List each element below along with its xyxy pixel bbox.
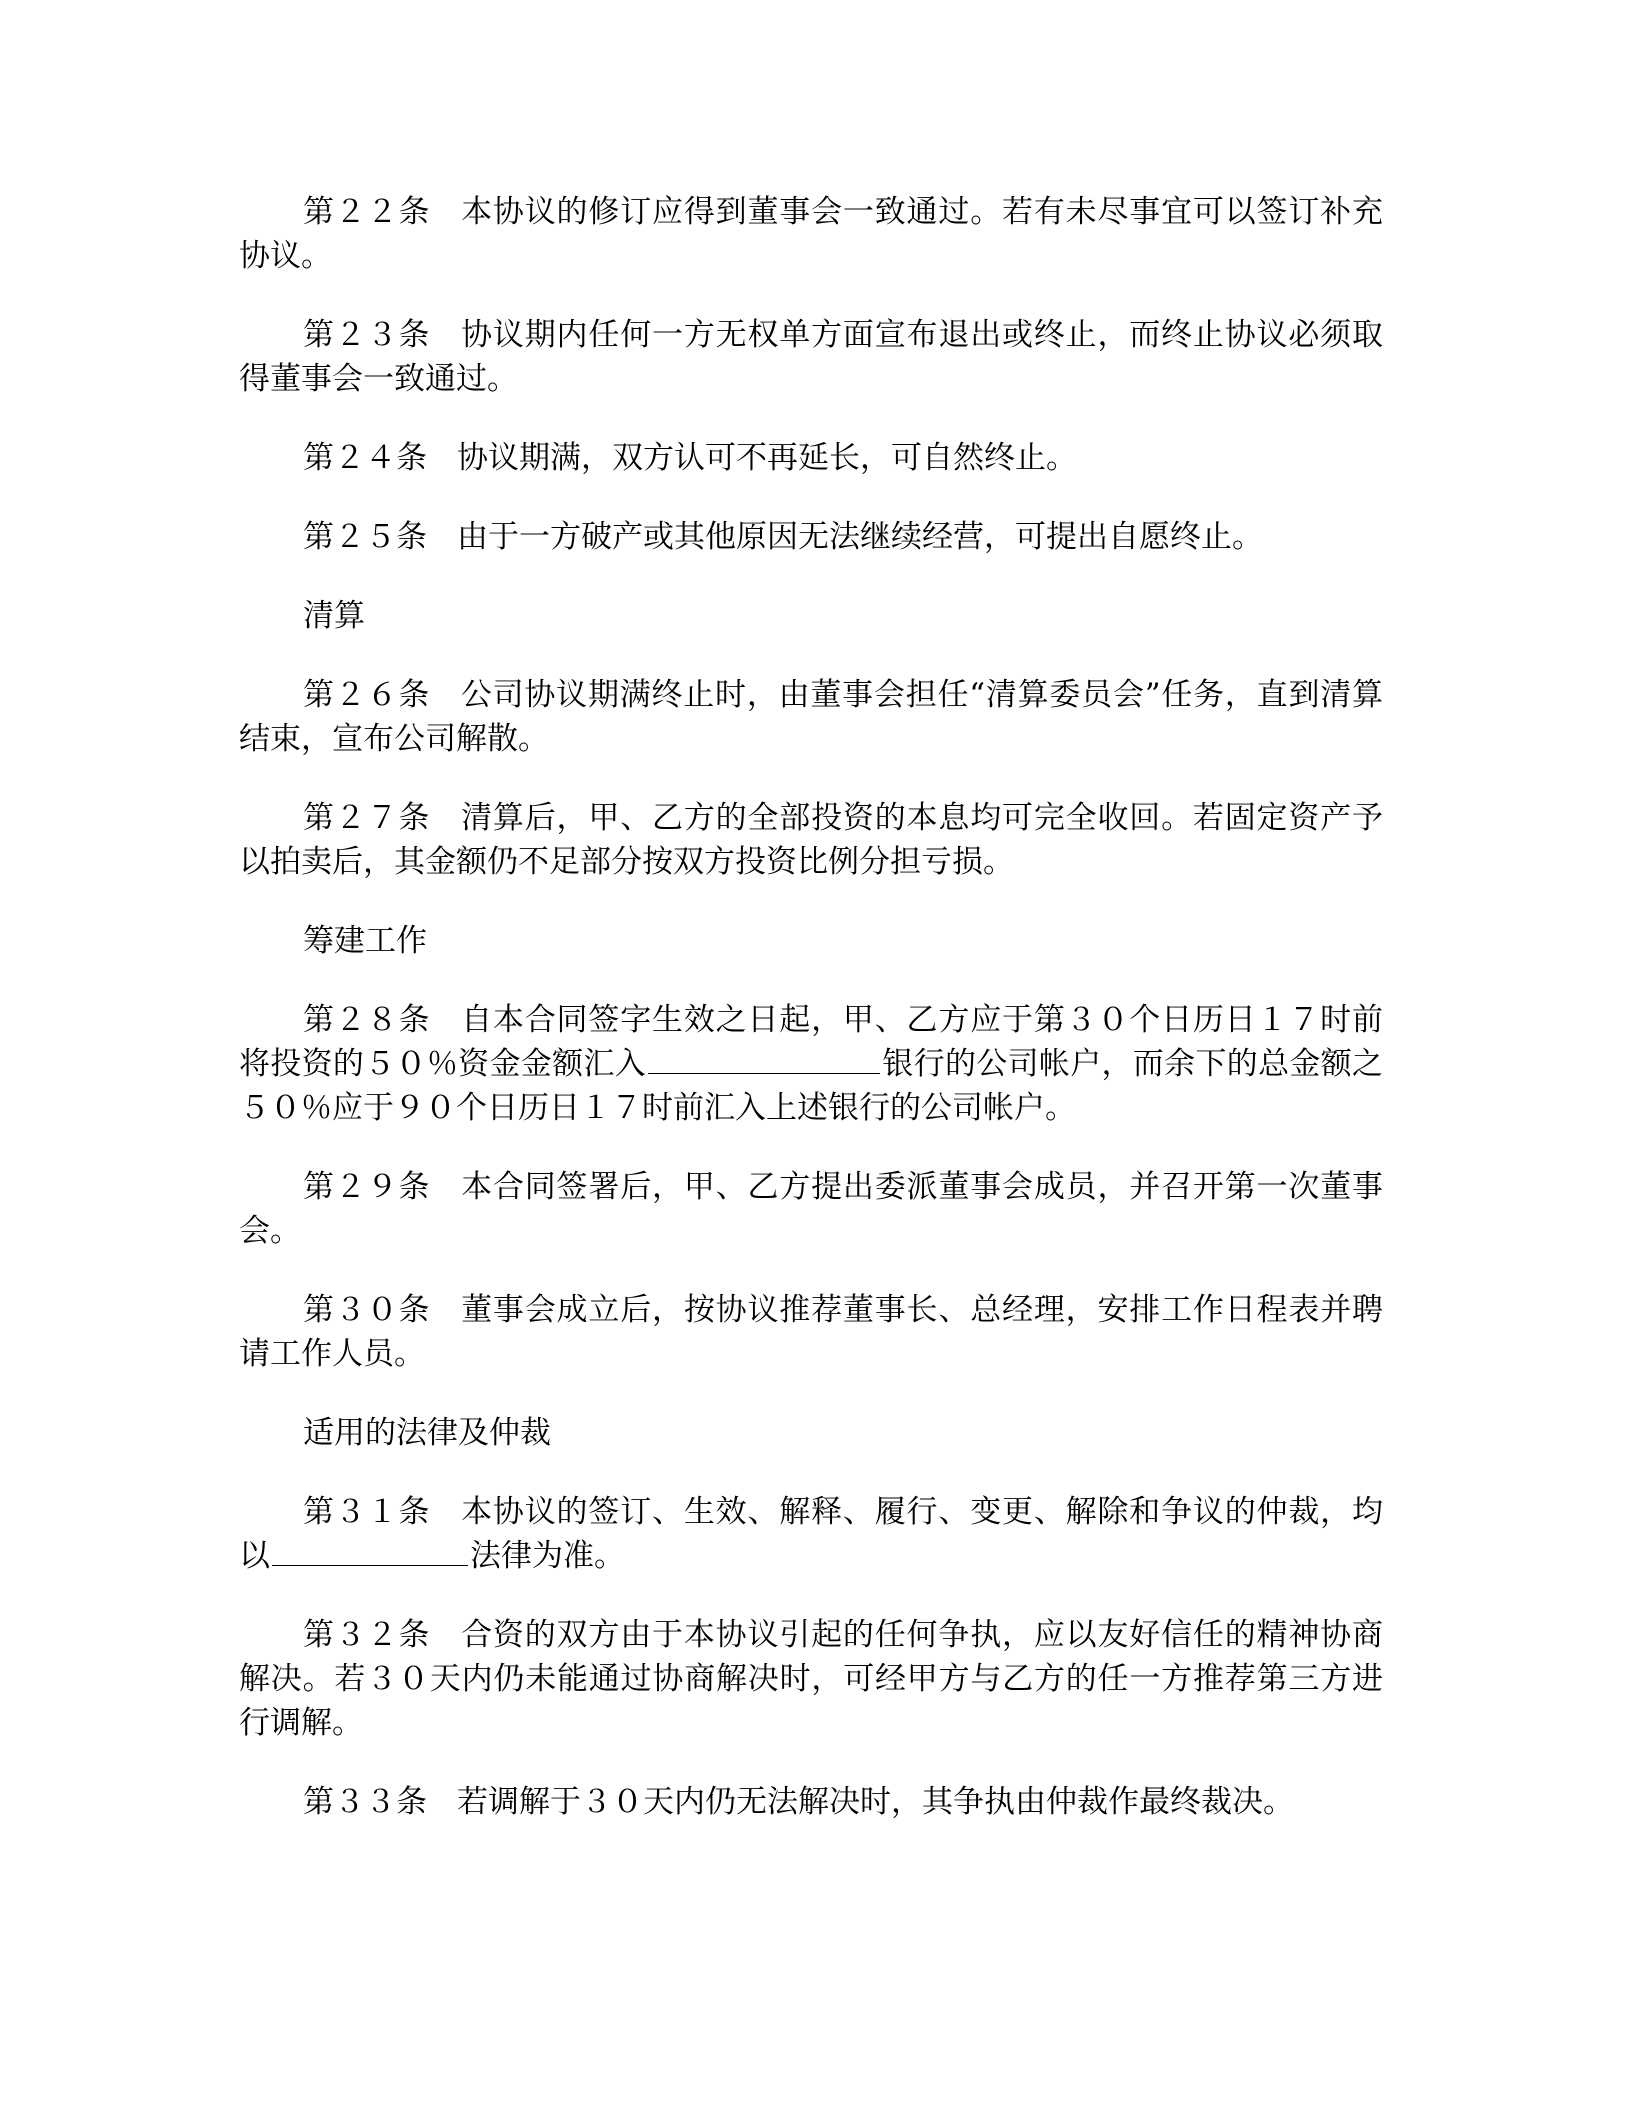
section-heading: 适用的法律及仲裁 [303, 1415, 551, 1451]
section-heading-liquidation [239, 594, 1383, 638]
article-29 [239, 1165, 1383, 1253]
article-text: 本合同签署后，甲、乙方提出委派董事会成员，并召开第一次董事会。 [239, 1169, 1384, 1249]
article-23 [239, 313, 1383, 401]
article-text: 协议期内任何一方无权单方面宣布退出或终止，而终止协议必须取得董事会一致通过。 [239, 317, 1384, 397]
article-28 [239, 998, 1383, 1130]
article-text: 若调解于３０天内仍无法解决时，其争执由仲裁作最终裁决。 [457, 1784, 1294, 1820]
article-26 [239, 673, 1383, 761]
article-number: 第２４条 [303, 440, 427, 476]
article-text-before: 本协议的签订、生效、解释、履行、变更、解除和争议的仲裁，均以 [239, 1494, 1384, 1574]
governing-law-blank[interactable] [272, 1539, 468, 1566]
article-number: 第２７条 [303, 800, 431, 836]
article-number: 第３０条 [303, 1292, 431, 1328]
article-text: 由于一方破产或其他原因无法继续经营，可提出自愿终止。 [457, 519, 1263, 555]
section-heading: 清算 [303, 598, 365, 634]
bank-name-blank[interactable] [648, 1047, 880, 1074]
article-text-after: 法律为准。 [470, 1538, 625, 1574]
article-27 [239, 796, 1383, 884]
article-text-before: 自本合同签字生效之日起，甲、乙方应于第３０个日历日１７时前将投资的５０％资金金额汇入 [239, 1002, 1384, 1082]
article-number: 第２８条 [303, 1002, 431, 1038]
article-number: 第２６条 [303, 677, 431, 713]
article-32 [239, 1613, 1383, 1745]
document-body [239, 190, 1383, 1859]
article-text: 清算后，甲、乙方的全部投资的本息均可完全收回。若固定资产予以拍卖后，其金额仍不足部分按双方投资比例分担亏损。 [239, 800, 1384, 880]
article-22 [239, 190, 1383, 278]
article-24 [239, 436, 1383, 480]
article-number: 第３３条 [303, 1784, 427, 1820]
article-number: 第２５条 [303, 519, 427, 555]
article-text: 合资的双方由于本协议引起的任何争执，应以友好信任的精神协商解决。若３０天内仍未能通过协商解决时，可经甲方与乙方的任一方推荐第三方进行调解。 [239, 1617, 1384, 1741]
article-30 [239, 1288, 1383, 1376]
article-number: 第３１条 [303, 1494, 431, 1530]
article-33 [239, 1780, 1383, 1824]
section-heading: 筹建工作 [303, 923, 427, 959]
article-text: 本协议的修订应得到董事会一致通过。若有未尽事宜可以签订补充协议。 [239, 194, 1384, 274]
article-25 [239, 515, 1383, 559]
article-text: 董事会成立后，按协议推荐董事长、总经理，安排工作日程表并聘请工作人员。 [239, 1292, 1384, 1372]
article-number: 第２３条 [303, 317, 431, 353]
article-text: 协议期满，双方认可不再延长，可自然终止。 [457, 440, 1077, 476]
article-text: 公司协议期满终止时，由董事会担任“清算委员会”任务，直到清算结束，宣布公司解散。 [239, 677, 1383, 757]
section-heading-preparation [239, 919, 1383, 963]
article-31 [239, 1490, 1383, 1578]
section-heading-law-arbitration [239, 1411, 1383, 1455]
article-text-after: 银行的公司帐户，而余下的总金额之５０％应于９０个日历日１７时前汇入上述银行的公司帐户。 [239, 1046, 1384, 1126]
article-number: 第２９条 [303, 1169, 431, 1205]
article-number: 第３２条 [303, 1617, 431, 1653]
article-number: 第２２条 [303, 194, 431, 230]
